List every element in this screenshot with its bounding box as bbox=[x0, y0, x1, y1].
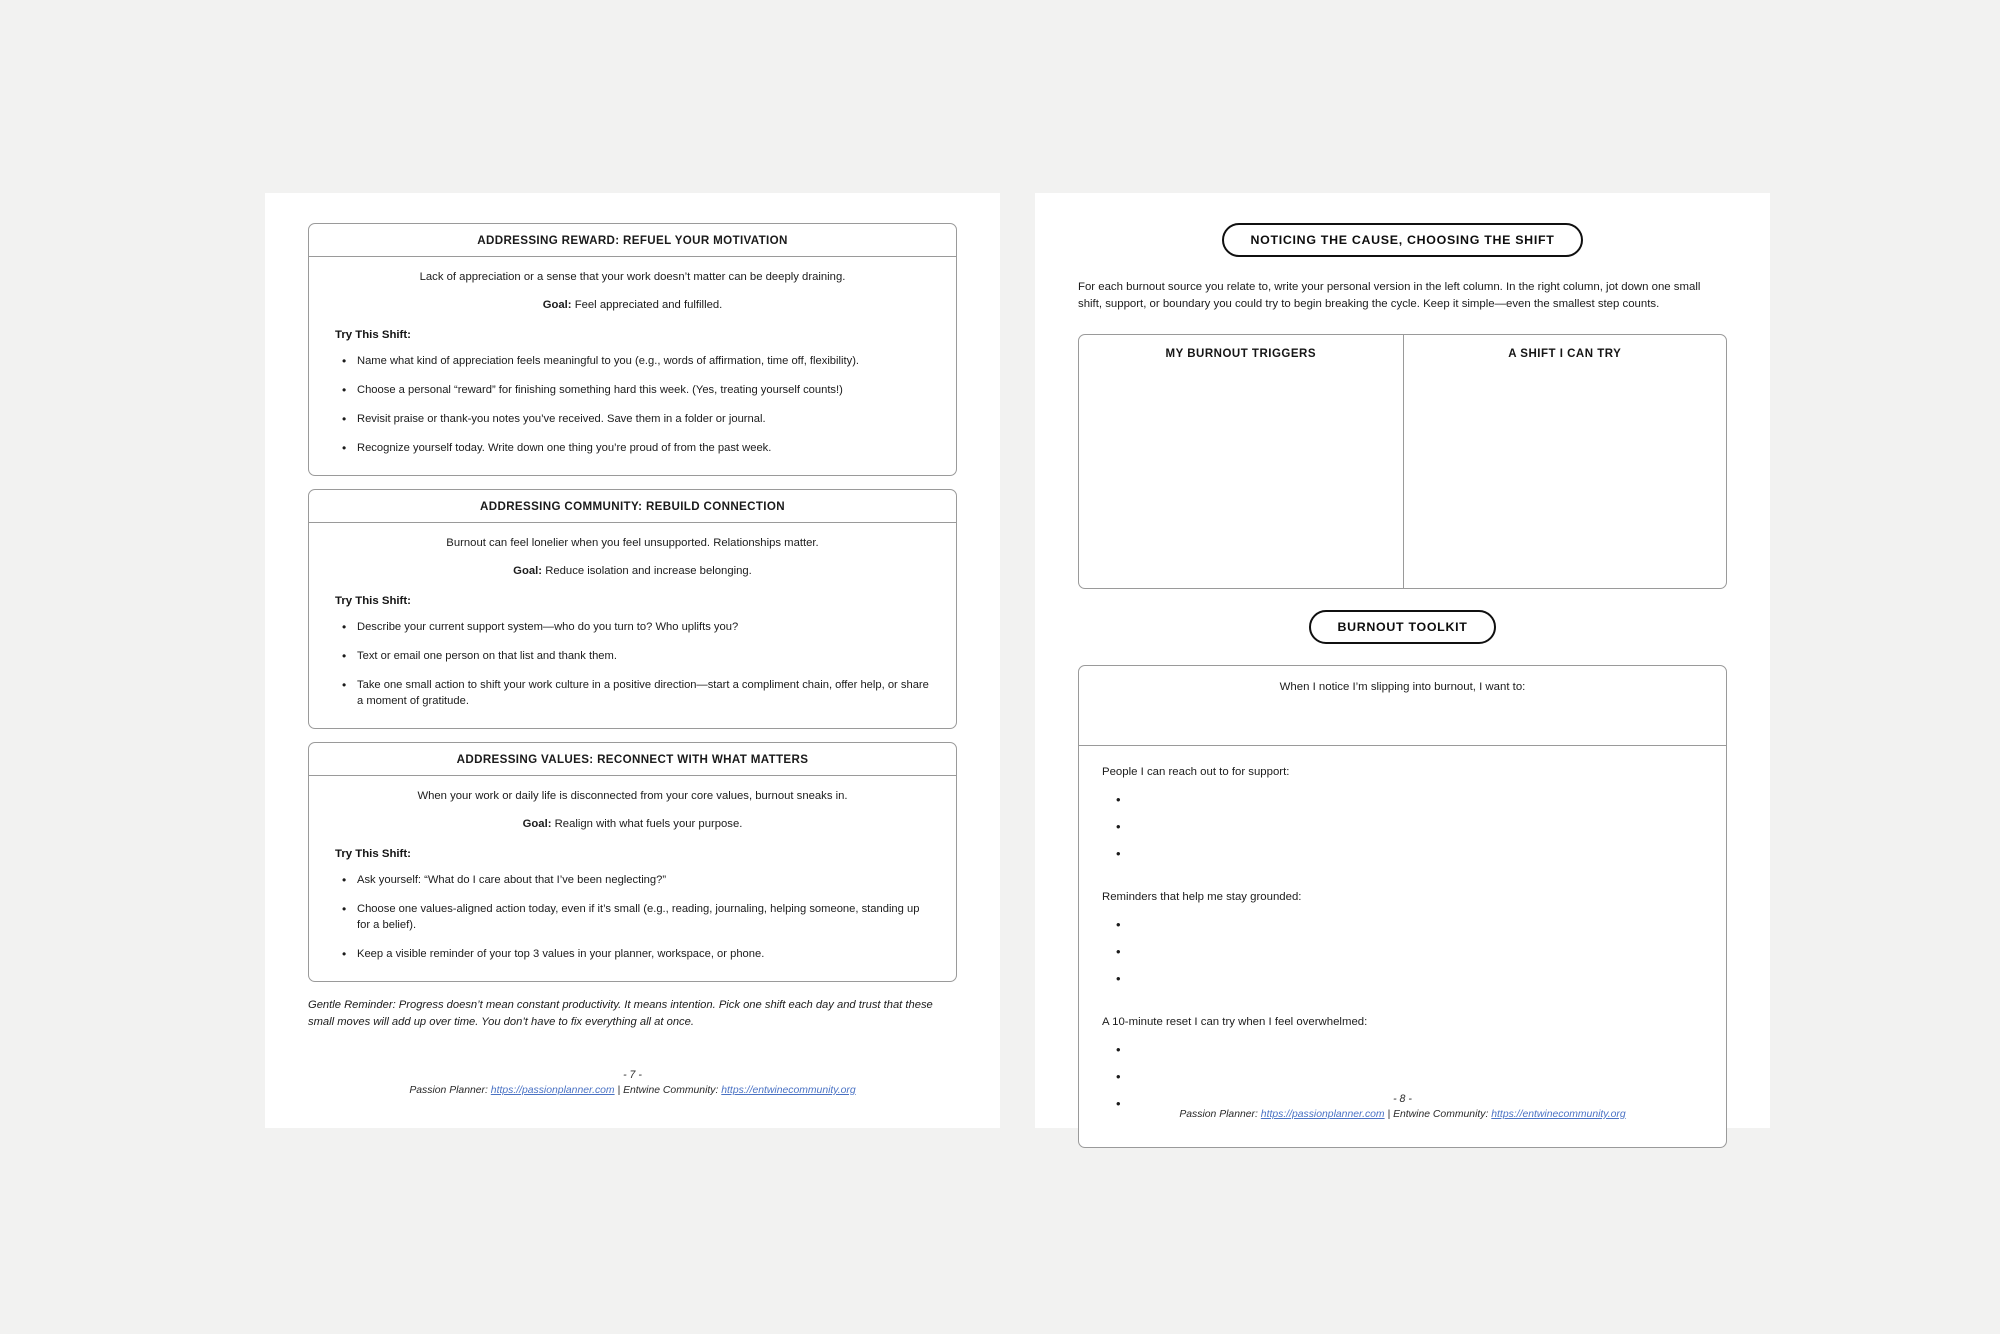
column-header: MY BURNOUT TRIGGERS bbox=[1165, 348, 1316, 361]
card-lead: Lack of appreciation or a sense that your work doesn’t matter can be deeply draining. bbox=[419, 271, 846, 283]
goal-label: Goal: bbox=[513, 565, 543, 578]
footer-separator: | bbox=[614, 1085, 624, 1096]
goal-label: Goal: bbox=[542, 299, 572, 312]
try-this-shift-label: Try This Shift: bbox=[335, 595, 411, 608]
section-intro-text: For each burnout source you relate to, write your personal version in the left column. In the right column, jot down one small shift, support, or boundary you could try to begin breaking the cycle. Keep it simple—even the smallest step counts. bbox=[1078, 281, 1701, 311]
toolkit-line-list bbox=[1102, 921, 1703, 1002]
toolkit-write-line[interactable] bbox=[1102, 850, 1703, 877]
toolkit-prompt: People I can reach out to for support: bbox=[1102, 766, 1290, 779]
card-header: ADDRESSING COMMUNITY: REBUILD CONNECTION bbox=[309, 490, 956, 523]
toolkit-write-line[interactable] bbox=[1102, 796, 1703, 823]
page-left bbox=[265, 193, 1000, 1128]
card-body bbox=[309, 257, 956, 475]
footer-separator: | bbox=[1384, 1109, 1394, 1120]
toolkit-intent-prompt: When I notice I’m slipping into burnout, I want to: bbox=[1279, 681, 1526, 694]
toolkit-write-line[interactable] bbox=[1102, 1046, 1703, 1073]
toolkit-prompt: A 10-minute reset I can try when I feel overwhelmed: bbox=[1102, 1016, 1368, 1029]
toolkit-body bbox=[1079, 746, 1726, 1147]
left-page-content bbox=[265, 223, 1000, 1031]
list-item: • Keep a visible reminder of your top 3 values in your planner, workspace, or phone. bbox=[335, 947, 930, 963]
toolkit-line-list bbox=[1102, 796, 1703, 877]
toolkit-prompt: Reminders that help me stay grounded: bbox=[1102, 891, 1302, 904]
card-addressing-community bbox=[308, 489, 957, 729]
column-header: A SHIFT I CAN TRY bbox=[1508, 348, 1622, 361]
right-page-content bbox=[1035, 223, 1770, 1148]
card-lead: Burnout can feel lonelier when you feel unsupported. Relationships matter. bbox=[446, 537, 819, 549]
planner-label: Passion Planner: bbox=[409, 1085, 488, 1096]
list-item: • Choose a personal “reward” for finishing something hard this week. (Yes, treating yourself counts!) bbox=[335, 383, 930, 399]
toolkit-write-line[interactable] bbox=[1102, 948, 1703, 975]
card-header: ADDRESSING REWARD: REFUEL YOUR MOTIVATION bbox=[309, 224, 956, 257]
burnout-toolkit-card bbox=[1078, 665, 1727, 1148]
toolkit-write-line[interactable] bbox=[1102, 921, 1703, 948]
goal-text: Reduce isolation and increase belonging. bbox=[545, 565, 752, 578]
footer-credits bbox=[265, 1085, 1000, 1096]
card-goal bbox=[335, 299, 930, 311]
footer-credits bbox=[1035, 1109, 1770, 1120]
toolkit-pill-wrap bbox=[1078, 610, 1727, 644]
page-number: - 8 - bbox=[1393, 1093, 1412, 1105]
list-item: • Recognize yourself today. Write down one thing you’re proud of from the past week. bbox=[335, 441, 930, 457]
try-this-shift-label: Try This Shift: bbox=[335, 848, 411, 861]
goal-text: Feel appreciated and fulfilled. bbox=[574, 299, 723, 312]
passion-planner-link[interactable]: https://passionplanner.com bbox=[490, 1085, 615, 1096]
shift-list bbox=[335, 873, 930, 963]
page-footer-right bbox=[1035, 1093, 1770, 1120]
community-label: Entwine Community: bbox=[1393, 1109, 1489, 1120]
page-footer-left bbox=[265, 1069, 1000, 1096]
shift-list bbox=[335, 620, 930, 710]
goal-label: Goal: bbox=[522, 818, 552, 831]
list-item: • Take one small action to shift your work culture in a positive direction—start a compliment chain, offer help, or share a moment of gratitude. bbox=[335, 678, 930, 710]
section-title-pill-noticing-the-cause: NOTICING THE CAUSE, CHOOSING THE SHIFT bbox=[1222, 223, 1582, 257]
list-item: • Describe your current support system—who do you turn to? Who uplifts you? bbox=[335, 620, 930, 636]
page-number: - 7 - bbox=[623, 1069, 642, 1081]
shift-list bbox=[335, 354, 930, 457]
community-label: Entwine Community: bbox=[623, 1085, 719, 1096]
card-goal bbox=[335, 565, 930, 577]
toolkit-group-support bbox=[1102, 766, 1703, 877]
card-header: ADDRESSING VALUES: RECONNECT WITH WHAT MATTERS bbox=[309, 743, 956, 776]
card-body bbox=[309, 776, 956, 981]
gentle-reminder: Gentle Reminder: Progress doesn’t mean constant productivity. It means intention. Pick one shift each day and trust that these small moves will add up over time. You don’t have to fix everything all at once. bbox=[308, 999, 933, 1028]
entwine-community-link[interactable]: https://entwinecommunity.org bbox=[1491, 1109, 1626, 1120]
toolkit-write-line[interactable] bbox=[1102, 823, 1703, 850]
card-lead: When your work or daily life is disconnected from your core values, burnout sneaks in. bbox=[417, 790, 848, 802]
toolkit-write-line[interactable] bbox=[1102, 975, 1703, 1002]
list-item: • Revisit praise or thank-you notes you’ve received. Save them in a folder or journal. bbox=[335, 412, 930, 428]
list-item: • Choose one values-aligned action today, even if it’s small (e.g., reading, journaling, helping someone, standing up for a belief). bbox=[335, 902, 930, 934]
card-body bbox=[309, 523, 956, 728]
entwine-community-link[interactable]: https://entwinecommunity.org bbox=[721, 1085, 856, 1096]
planner-label: Passion Planner: bbox=[1179, 1109, 1258, 1120]
table-column-triggers[interactable] bbox=[1079, 335, 1403, 588]
page-right bbox=[1035, 193, 1770, 1128]
list-item: • Text or email one person on that list and thank them. bbox=[335, 649, 930, 665]
section-title-pill-burnout-toolkit: BURNOUT TOOLKIT bbox=[1309, 610, 1495, 644]
burnout-triggers-table bbox=[1078, 334, 1727, 589]
try-this-shift-label: Try This Shift: bbox=[335, 329, 411, 342]
card-addressing-values bbox=[308, 742, 957, 982]
list-item: • Ask yourself: “What do I care about that I’ve been neglecting?” bbox=[335, 873, 930, 889]
toolkit-intent-field[interactable] bbox=[1079, 666, 1726, 746]
list-item: • Name what kind of appreciation feels meaningful to you (e.g., words of affirmation, time off, flexibility). bbox=[335, 354, 930, 370]
card-goal bbox=[335, 818, 930, 830]
table-column-shift[interactable] bbox=[1403, 335, 1727, 588]
toolkit-group-reminders bbox=[1102, 891, 1703, 1002]
card-addressing-reward bbox=[308, 223, 957, 476]
goal-text: Realign with what fuels your purpose. bbox=[554, 818, 743, 831]
passion-planner-link[interactable]: https://passionplanner.com bbox=[1260, 1109, 1385, 1120]
